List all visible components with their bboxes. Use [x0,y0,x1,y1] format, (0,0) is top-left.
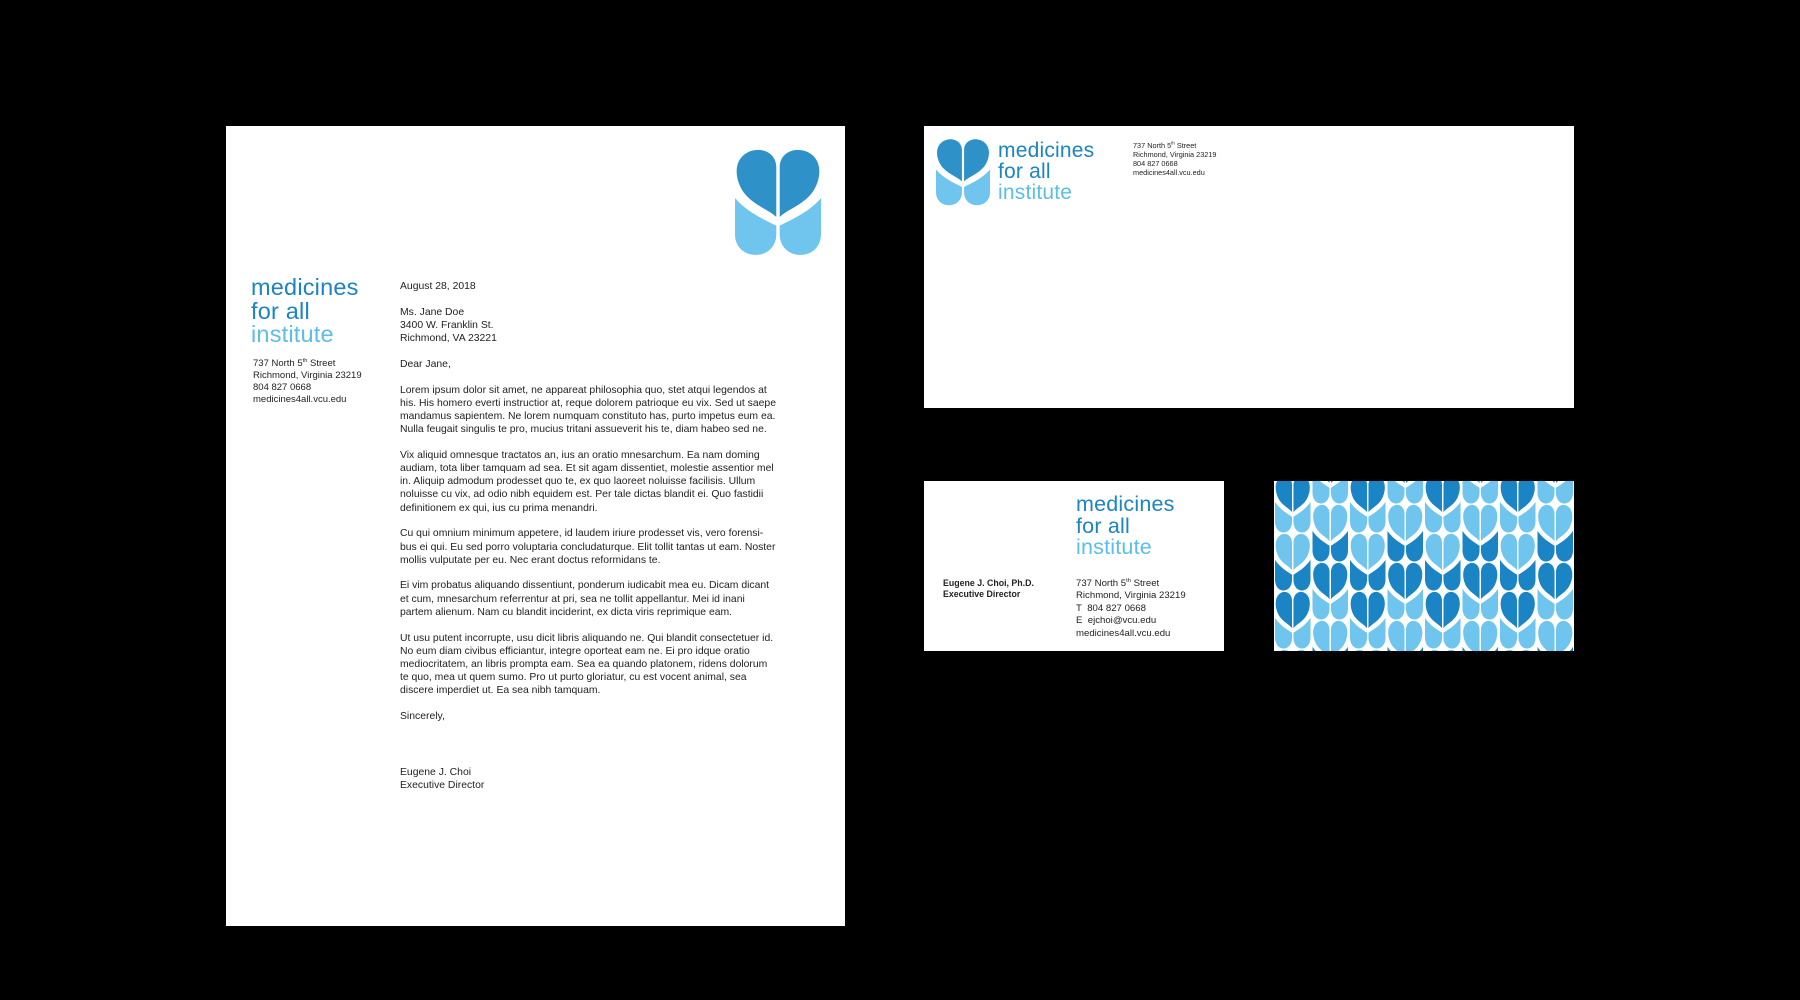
address-web: medicines4all.vcu.edu [253,393,347,405]
logo-pattern [1274,481,1574,651]
letter-paragraph: Cu qui omnium minimum appetere, id laudem iriure prodesset vis, vero forensi- bus ei qui. Eu sed porro voluptaria concludaturque. Elit tollit tantas ut eam. Noster mollis vulputate per eu. Nec erant doctus reformidans te. [400,528,776,566]
wordmark-line-2: for all [251,297,310,324]
card-phone: T 804 827 0668 [1076,602,1146,614]
letter-paragraph: Ei vim probatus aliquando dissentiunt, ponderum iudicabit mea eu. Dicam dicant et cum, mnesarchum referrentur at pri, sea ne tollit appellantur. Mei id inani partem alienum. Nam cu blandit inciderint, ex dicta viris reprimique eam. [400,580,770,618]
card-contact [1076,578,1186,640]
card-email: E ejchoi@vcu.edu [1076,615,1157,627]
letterhead-sheet [226,126,845,926]
address-street: 737 North 5th Street [1133,140,1197,150]
letter-paragraph: Vix aliquid omnesque tractatos an, ius an oratio mnesarchum. Ea nam doming audiam, tota liber tamquam ad sea. Et sit agam dissentiet, molestie assentior mel in. Aliquip admodum prodesset quo te, ex quo laoreet noluisse facilisis. Ullum noluisse cu vix, ad odio nibh equidem est. Per tale dictas blandit ei. Quo fastidii definitionem ex qui, ius cu prima menandri. [400,449,774,514]
wordmark-line-1: medicines [251,274,359,300]
envelope-address [1133,141,1216,177]
card-name-block [943,578,1034,600]
letter-date: August 28, 2018 [400,281,476,292]
wordmark-line-3: institute [251,321,334,347]
address-phone: 804 827 0668 [253,381,312,393]
card-web: medicines4all.vcu.edu [1076,627,1171,639]
signature-space [400,736,812,766]
business-card-back [1274,481,1574,651]
wordmark-line-1: medicines [998,139,1095,162]
letter-paragraph: Ut usu putent incorrupte, usu dicit libris aliquando ne. Qui blandit consectetuer id. No eum diam civibus efficiantur, integre oporteat eam ne. Ei pro idque oratio mediocritatem, an libris prompta eam. Sea ea quando platonem, ridens dolorum te quo, mea ut quem sumo. Pro ut purto gloriatur, cu est vocent animal, sea discere imperdiet ut. Ea sea nibh tamquam. [400,632,774,697]
card-name: Eugene J. Choi, Ph.D. [943,578,1034,588]
envelope-wordmark [998,140,1094,203]
wordmark-line-3: institute [998,181,1073,204]
letter-paragraph: Lorem ipsum dolor sit amet, ne appareat philosophia quo, stet atqui legendos at his. His homero everti instructior at, reque dolorem patrioque eu vix. Sed ut saepe mandamus sapientem. Ne lorem numquam constituto has, purto impetus eum ea. Nulla feugait singulis te pro, mucius tritani assueverit his te, diam habeo sed ne. [400,384,776,436]
wordmark-line-1: medicines [1076,492,1175,516]
address-city: Richmond, Virginia 23219 [1133,150,1217,160]
letterhead-address [253,358,362,406]
business-card-front [924,481,1224,651]
address-street: 737 North 5th Street [1076,577,1160,589]
letter-salutation: Dear Jane, [400,358,451,370]
letter-signature: Eugene J. Choi Executive Director [400,766,485,791]
address-street: 737 North 5th Street [253,357,336,369]
address-web: medicines4all.vcu.edu [1133,168,1205,178]
card-title: Executive Director [943,588,1021,599]
address-phone: 804 827 0668 [1133,159,1178,169]
address-city: Richmond, Virginia 23219 [253,369,362,381]
heart-leaf-logo-icon [936,138,990,206]
wordmark-line-2: for all [998,160,1051,183]
heart-leaf-logo-icon [735,148,821,256]
letter-closing: Sincerely, [400,711,445,723]
wordmark-line-3: institute [1076,535,1152,559]
card-wordmark [1076,494,1175,559]
letter-recipient: Ms. Jane Doe 3400 W. Franklin St. Richmond, VA 23221 [400,306,497,345]
address-city: Richmond, Virginia 23219 [1076,590,1186,602]
wordmark-line-2: for all [1076,513,1130,538]
envelope [924,126,1574,408]
letterhead-wordmark [251,276,359,347]
letter-body [400,280,812,805]
